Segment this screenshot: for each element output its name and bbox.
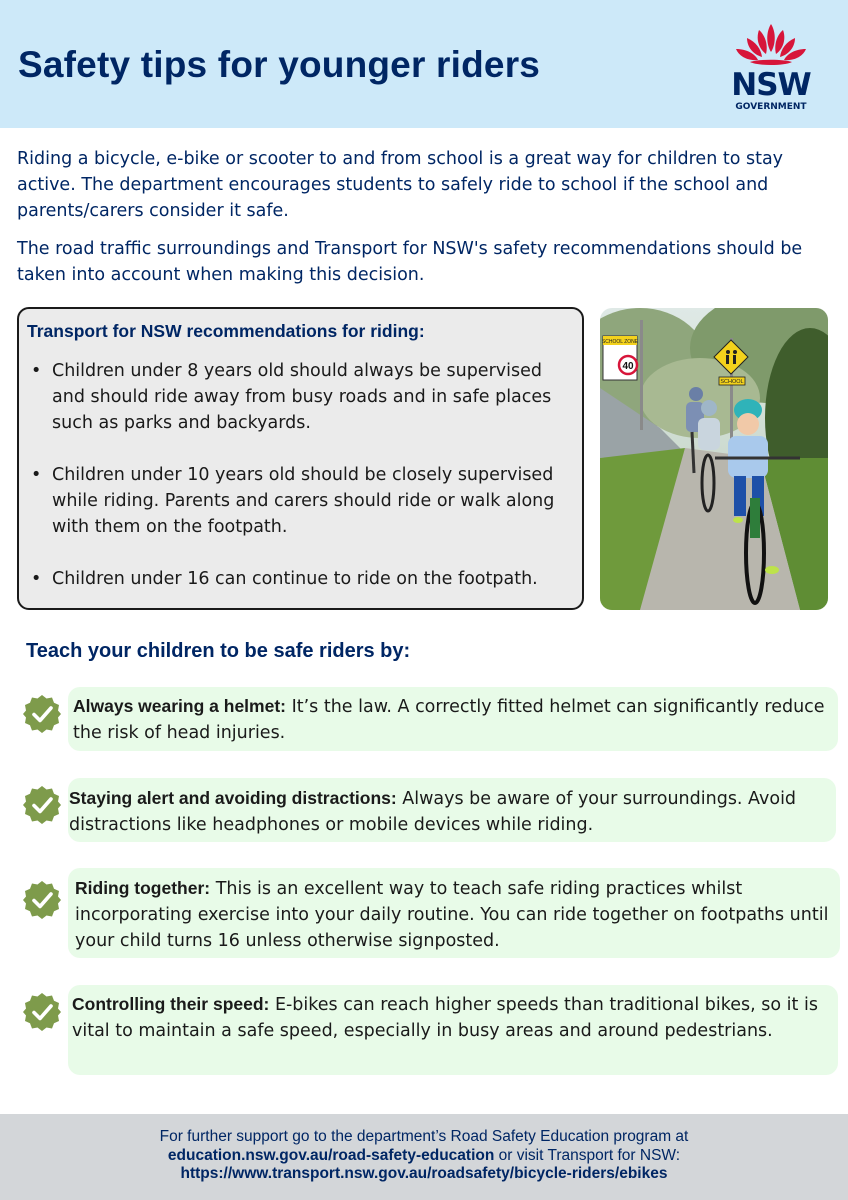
- tip-text: [69, 785, 841, 838]
- footer-line-1: For further support go to the department’s Road Safety Education program at: [159, 1128, 689, 1145]
- page-title: Safety tips for younger riders: [18, 44, 541, 85]
- sign-speed-limit: 40: [622, 361, 634, 372]
- nsw-government-logo: [726, 22, 816, 118]
- logo-subtitle: GOVERNMENT: [735, 102, 807, 112]
- intro-paragraph-1: Riding a bicycle, e-bike or scooter to and from school is a great way for children to stay active. The department encourages students to safely ride to school if the school and parents/carers consider it safe.: [17, 149, 784, 221]
- tip-heading: Always wearing a helmet:: [73, 696, 286, 716]
- check-badge-icon: [22, 694, 62, 734]
- footer-line-2: or visit Transport for NSW:: [494, 1146, 681, 1164]
- sign-school: SCHOOL: [720, 379, 744, 385]
- recommendations-list: [27, 358, 575, 618]
- tip-heading: Riding together:: [75, 878, 211, 898]
- recommendation-item: • Children under 8 years old should always be supervised and should ride away from busy roads and in safe places such as parks and backyards.: [27, 358, 575, 436]
- recommendation-item: • Children under 10 years old should be closely supervised while riding. Parents and carers should ride or walk along with them on the footpath.: [27, 462, 575, 540]
- tip-text: [75, 875, 837, 954]
- tip-heading: Controlling their speed:: [72, 994, 270, 1014]
- tip-body: E-bikes can reach higher speeds than traditional bikes, so it is vital to maintain a safe speed, especially in busy areas and around pedestrians.: [72, 995, 818, 1041]
- road-safety-education-link[interactable]: education.nsw.gov.au/road-safety-education: [167, 1146, 495, 1164]
- recommendations-title: Transport for NSW recommendations for riding:: [27, 321, 425, 341]
- tip-body: This is an excellent way to teach safe riding practices whilst incorporating exercise into your daily routine. You can ride together on footpaths until your child turns 16 unless otherwise signposted.: [75, 879, 829, 951]
- recommendation-item: • Children under 16 can continue to ride on the footpath.: [27, 566, 575, 592]
- check-badge-icon: [22, 785, 62, 825]
- tip-body: It’s the law. A correctly fitted helmet can significantly reduce the risk of head injuries.: [73, 697, 825, 743]
- children-riding-photo: [600, 308, 828, 610]
- tip-body: Always be aware of your surroundings. Avoid distractions like headphones or mobile devices while riding.: [69, 789, 797, 835]
- header-banner: [0, 0, 848, 128]
- sign-school-zone: SCHOOL ZONE: [601, 339, 639, 345]
- footer-text: [0, 1128, 848, 1184]
- footer: [0, 1114, 848, 1200]
- teach-section-title: Teach your children to be safe riders by:: [26, 640, 411, 662]
- intro-paragraph-2: The road traffic surroundings and Transport for NSW's safety recommendations should be taken into account when making this decision.: [17, 239, 803, 285]
- check-badge-icon: [22, 880, 62, 920]
- transport-nsw-ebikes-link[interactable]: https://www.transport.nsw.gov.au/roadsafety/bicycle-riders/ebikes: [180, 1165, 668, 1182]
- tip-heading: Staying alert and avoiding distractions:: [69, 788, 397, 808]
- tip-text: [72, 991, 838, 1044]
- waratah-flower-icon: [730, 22, 812, 68]
- recommendations-box: [17, 307, 584, 610]
- riding-scene-illustration: [600, 308, 828, 610]
- tip-text: [73, 693, 835, 746]
- logo-wordmark: NSW: [731, 67, 811, 103]
- check-badge-icon: [22, 992, 62, 1032]
